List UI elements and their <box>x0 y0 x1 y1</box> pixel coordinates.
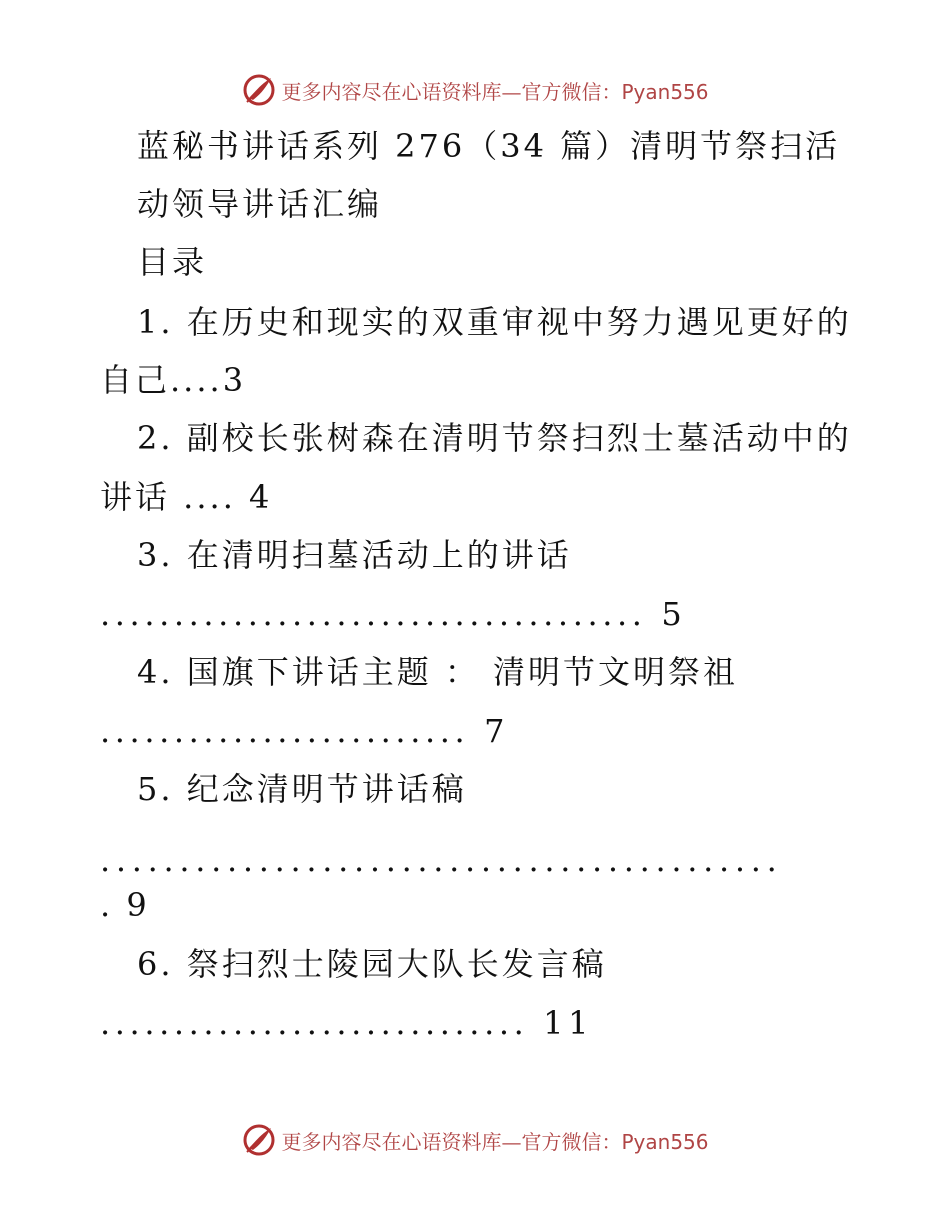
footer-banner <box>0 1120 950 1160</box>
toc-entry-2-page[interactable]: 讲话 .... 4 <box>100 478 273 516</box>
document-title-line-2: 动领导讲话汇编 <box>137 185 383 223</box>
toc-entry-1-title[interactable]: 1. 在历史和现实的双重审视中努力遇见更好的 <box>137 303 852 341</box>
toc-entry-3-title[interactable]: 3. 在清明扫墓活动上的讲话 <box>137 536 572 574</box>
banner-wechat-id: Pyan556 <box>621 79 709 104</box>
banner-slogan: 更多内容尽在心语资料库—官方微信： <box>281 1129 622 1154</box>
quill-logo-icon <box>241 1122 277 1158</box>
banner-text <box>281 76 708 105</box>
toc-entry-5-page[interactable]: . 9 <box>100 886 150 924</box>
toc-entry-4-page[interactable]: ......................... 7 <box>100 712 510 750</box>
toc-entry-1-page[interactable]: 自己....3 <box>100 361 247 399</box>
toc-heading: 目录 <box>137 243 208 281</box>
toc-entry-3-page[interactable]: ..................................... 5 <box>100 595 687 633</box>
banner-wechat-id: Pyan556 <box>621 1129 709 1154</box>
document-title-line-1: 蓝秘书讲话系列 276（34 篇）清明节祭扫活 <box>137 127 841 165</box>
toc-entry-5-title[interactable]: 5. 纪念清明节讲话稿 <box>137 770 467 808</box>
toc-entry-6-title[interactable]: 6. 祭扫烈士陵园大队长发言稿 <box>137 945 607 983</box>
toc-entry-5-dots[interactable]: ........................................... <box>100 841 783 879</box>
banner-slogan: 更多内容尽在心语资料库—官方微信： <box>281 79 622 104</box>
toc-entry-2-title[interactable]: 2. 副校长张树森在清明节祭扫烈士墓活动中的 <box>137 419 852 457</box>
toc-entry-4-title[interactable]: 4. 国旗下讲话主题 ： 清明节文明祭祖 <box>137 653 739 691</box>
header-banner <box>0 70 950 110</box>
banner-text <box>281 1126 708 1155</box>
toc-entry-6-page[interactable]: ............................. 11 <box>100 1004 594 1042</box>
quill-logo-icon <box>241 72 277 108</box>
